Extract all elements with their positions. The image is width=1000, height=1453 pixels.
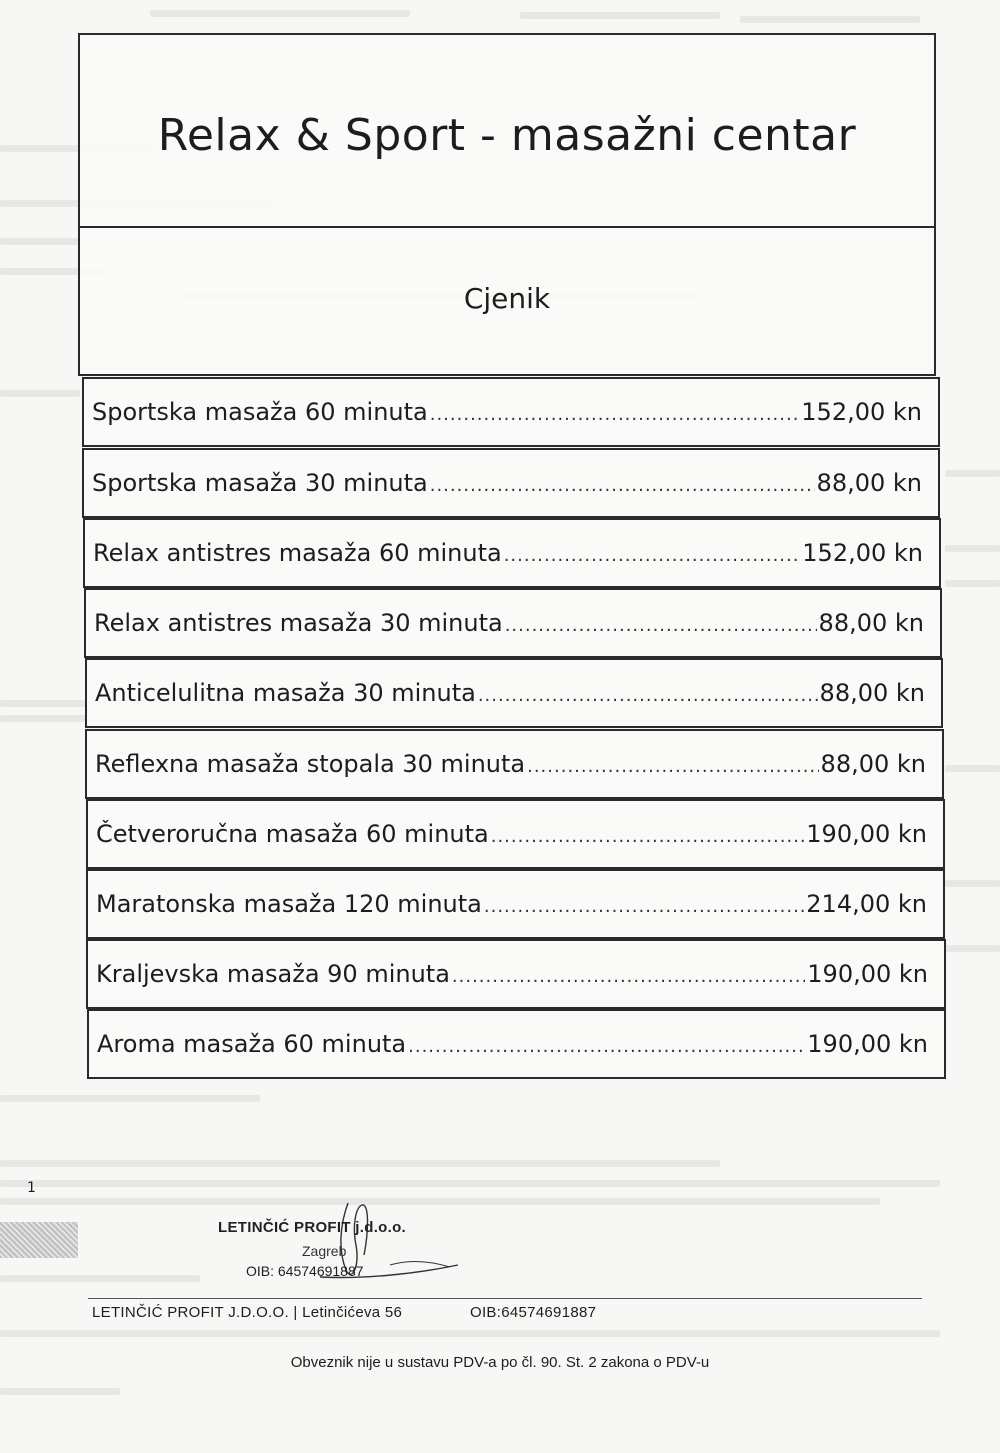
price-row-relax-30 xyxy=(84,588,942,658)
service-price: 214,00 kn xyxy=(806,890,927,918)
price-list-heading: Cjenik xyxy=(463,281,551,315)
service-price: 88,00 kn xyxy=(819,679,925,707)
price-row-maratonska-120 xyxy=(86,869,945,939)
service-price: 190,00 kn xyxy=(807,1030,928,1058)
dot-leader xyxy=(527,756,818,777)
dot-leader xyxy=(505,615,817,636)
service-name: Sportska masaža 60 minuta xyxy=(92,398,428,426)
page-number: 1 xyxy=(27,1180,36,1196)
stamp-company-name: LETINČIĆ PROFIT j.d.o.o. xyxy=(218,1219,407,1236)
service-name: Reflexna masaža stopala 30 minuta xyxy=(95,750,526,778)
scan-artifact xyxy=(0,1222,78,1258)
dot-leader xyxy=(452,966,805,987)
service-name: Anticelulitna masaža 30 minuta xyxy=(95,679,476,707)
service-price: 190,00 kn xyxy=(807,960,928,988)
service-name: Sportska masaža 30 minuta xyxy=(92,469,428,497)
stamp-oib: OIB: 64574691887 xyxy=(246,1263,364,1279)
price-row-aroma-60 xyxy=(87,1009,946,1079)
dot-leader xyxy=(430,404,800,425)
footer-oib: OIB:64574691887 xyxy=(470,1304,597,1321)
price-row-cetverorucna-60 xyxy=(86,799,945,869)
dot-leader xyxy=(484,896,804,917)
price-row-sportska-60 xyxy=(82,377,940,447)
service-name: Relax antistres masaža 30 minuta xyxy=(94,609,503,637)
service-price: 152,00 kn xyxy=(802,539,923,567)
dot-leader xyxy=(430,475,815,496)
price-row-sportska-30 xyxy=(82,448,940,518)
service-name: Maratonska masaža 120 minuta xyxy=(96,890,482,918)
footer-divider xyxy=(88,1298,922,1299)
page-title: Relax & Sport - masažni centar xyxy=(157,110,857,161)
footer-address: LETINČIĆ PROFIT J.D.O.O. | Letinčićeva 56 xyxy=(92,1304,403,1321)
header-box xyxy=(78,33,936,376)
title-cell xyxy=(80,35,934,228)
service-price: 88,00 kn xyxy=(816,469,922,497)
service-price: 88,00 kn xyxy=(818,609,924,637)
signature-icon xyxy=(260,1195,460,1295)
subtitle-cell xyxy=(80,228,934,374)
service-price: 152,00 kn xyxy=(801,398,922,426)
stamp-city: Zagreb xyxy=(302,1243,347,1259)
dot-leader xyxy=(491,826,805,847)
price-row-relax-60 xyxy=(83,518,941,588)
price-row-kraljevska-90 xyxy=(86,939,946,1009)
service-name: Kraljevska masaža 90 minuta xyxy=(96,960,450,988)
company-stamp xyxy=(200,1195,460,1295)
service-price: 88,00 kn xyxy=(820,750,926,778)
footer-vat-note: Obveznik nije u sustavu PDV-a po čl. 90. St. 2 zakona o PDV-u xyxy=(290,1354,710,1371)
service-name: Aroma masaža 60 minuta xyxy=(97,1030,407,1058)
dot-leader xyxy=(478,685,818,706)
service-name: Relax antistres masaža 60 minuta xyxy=(93,539,502,567)
service-name: Četveroručna masaža 60 minuta xyxy=(96,820,489,848)
dot-leader xyxy=(504,545,801,566)
price-row-anticelulitna-30 xyxy=(85,658,943,728)
service-price: 190,00 kn xyxy=(806,820,927,848)
dot-leader xyxy=(408,1036,805,1057)
price-row-reflexna-30 xyxy=(85,729,944,799)
